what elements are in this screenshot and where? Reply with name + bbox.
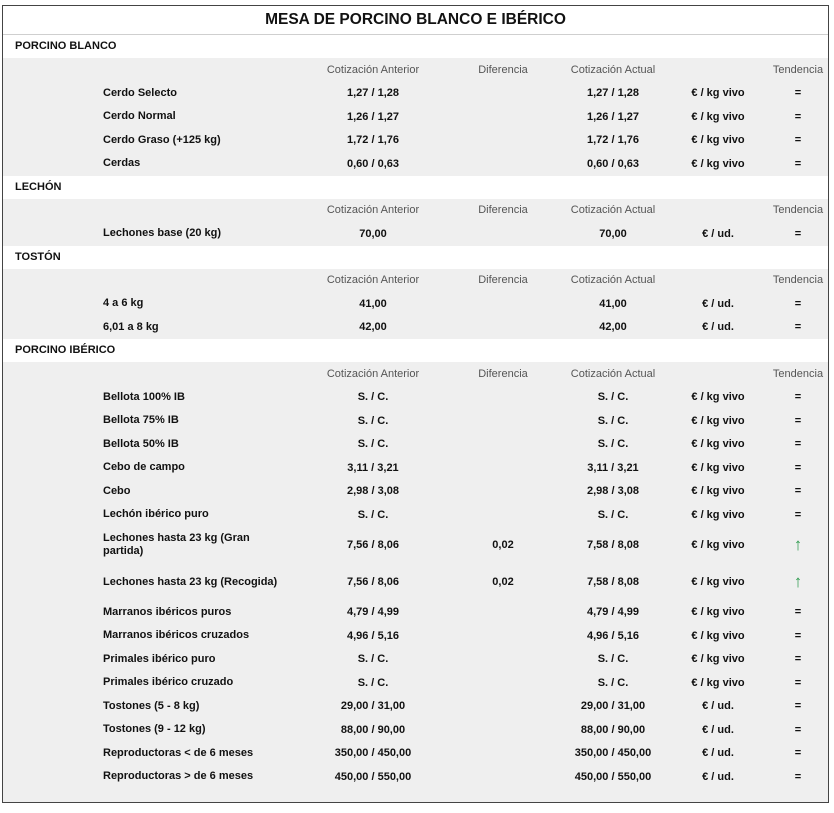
column-header-row bbox=[3, 362, 828, 386]
cell-prev: 7,56 / 8,06 bbox=[347, 539, 399, 551]
header-prev: Cotización Anterior bbox=[326, 367, 420, 380]
cell-trend: = bbox=[794, 321, 802, 334]
header-diff: Diferencia bbox=[478, 204, 528, 217]
table-row bbox=[3, 527, 828, 564]
cell-curr: 0,60 / 0,63 bbox=[587, 157, 639, 170]
cell-trend: = bbox=[794, 438, 802, 451]
cell-unit: € / kg vivo bbox=[691, 461, 745, 474]
table-row bbox=[3, 433, 828, 457]
cell-curr: S. / C. bbox=[597, 391, 629, 404]
cell-name: Lechones base (20 kg) bbox=[103, 227, 221, 240]
cell-trend: = bbox=[794, 606, 802, 619]
cell-curr: 1,27 / 1,28 bbox=[587, 87, 639, 100]
cell-prev: 41,00 bbox=[359, 297, 387, 310]
table-row bbox=[3, 82, 828, 106]
cell-unit: € / kg vivo bbox=[691, 539, 745, 551]
cell-unit: € / kg vivo bbox=[691, 576, 745, 588]
cell-curr: 2,98 / 3,08 bbox=[587, 485, 639, 498]
header-diff: Diferencia bbox=[478, 274, 528, 287]
table-row bbox=[3, 152, 828, 176]
column-header-row bbox=[3, 58, 828, 82]
cell-unit: € / kg vivo bbox=[691, 676, 745, 689]
arrow-up-icon: ↑ bbox=[793, 572, 803, 591]
header-prev: Cotización Anterior bbox=[326, 204, 420, 217]
header-trend: Tendencia bbox=[772, 367, 824, 380]
cell-curr: S. / C. bbox=[597, 414, 629, 427]
table-row bbox=[3, 671, 828, 695]
header-diff: Diferencia bbox=[478, 63, 528, 76]
cell-curr: 7,58 / 8,08 bbox=[587, 576, 639, 588]
table-row bbox=[3, 292, 828, 316]
cell-trend: = bbox=[794, 653, 802, 666]
cell-unit: € / ud. bbox=[702, 297, 734, 310]
cell-unit: € / kg vivo bbox=[691, 391, 745, 404]
table-row bbox=[3, 480, 828, 504]
cell-unit: € / kg vivo bbox=[691, 606, 745, 619]
cell-name: 6,01 a 8 kg bbox=[103, 320, 159, 333]
cell-trend: = bbox=[794, 700, 802, 713]
cell-name: Primales ibérico cruzado bbox=[103, 676, 234, 689]
price-table bbox=[2, 5, 829, 803]
cell-prev: S. / C. bbox=[357, 653, 389, 666]
cell-name: Primales ibérico puro bbox=[103, 652, 216, 665]
cell-curr: 41,00 bbox=[599, 297, 627, 310]
cell-trend: = bbox=[794, 485, 802, 498]
cell-unit: € / kg vivo bbox=[691, 629, 745, 642]
cell-prev: 88,00 / 90,00 bbox=[340, 723, 406, 736]
cell-trend: = bbox=[794, 508, 802, 521]
cell-unit: € / kg vivo bbox=[691, 157, 745, 170]
cell-prev: S. / C. bbox=[357, 508, 389, 521]
section-title: LECHÓN bbox=[3, 176, 828, 199]
cell-trend: = bbox=[794, 297, 802, 310]
cell-trend: = bbox=[794, 87, 802, 100]
page-title: MESA DE PORCINO BLANCO E IBÉRICO bbox=[3, 6, 828, 35]
cell-prev: S. / C. bbox=[357, 676, 389, 689]
table-row bbox=[3, 456, 828, 480]
cell-trend: = bbox=[794, 770, 802, 783]
table-row bbox=[3, 601, 828, 625]
table-row bbox=[3, 409, 828, 433]
cell-curr: 350,00 / 450,00 bbox=[574, 747, 652, 760]
cell-curr: 88,00 / 90,00 bbox=[580, 723, 646, 736]
cell-prev: 1,26 / 1,27 bbox=[347, 110, 399, 123]
cell-curr: 450,00 / 550,00 bbox=[574, 770, 652, 783]
cell-trend: = bbox=[794, 110, 802, 123]
cell-trend: = bbox=[794, 391, 802, 404]
table-row bbox=[3, 624, 828, 648]
header-curr: Cotización Actual bbox=[570, 204, 656, 217]
cell-curr: 4,79 / 4,99 bbox=[587, 606, 639, 619]
table-row bbox=[3, 316, 828, 340]
cell-prev: S. / C. bbox=[357, 438, 389, 451]
cell-name: Reproductoras > de 6 meses bbox=[103, 770, 254, 783]
section-title: PORCINO BLANCO bbox=[3, 35, 828, 58]
table-row bbox=[3, 695, 828, 719]
cell-unit: € / ud. bbox=[702, 227, 734, 240]
header-prev: Cotización Anterior bbox=[326, 274, 420, 287]
cell-prev: 2,98 / 3,08 bbox=[347, 485, 399, 498]
cell-prev: S. / C. bbox=[357, 414, 389, 427]
cell-trend: = bbox=[794, 227, 802, 240]
cell-unit: € / kg vivo bbox=[691, 134, 745, 147]
table-row bbox=[3, 718, 828, 742]
cell-prev: 4,96 / 5,16 bbox=[347, 629, 399, 642]
sections-container bbox=[3, 35, 828, 789]
cell-name: Cebo bbox=[103, 484, 131, 497]
cell-unit: € / kg vivo bbox=[691, 87, 745, 100]
cell-name: Marranos ibéricos cruzados bbox=[103, 629, 250, 642]
section-title: PORCINO IBÉRICO bbox=[3, 339, 828, 362]
cell-name: 4 a 6 kg bbox=[103, 297, 144, 310]
table-row bbox=[3, 564, 828, 601]
cell-trend: = bbox=[794, 676, 802, 689]
cell-name: Marranos ibéricos puros bbox=[103, 605, 232, 618]
header-prev: Cotización Anterior bbox=[326, 63, 420, 76]
cell-unit: € / kg vivo bbox=[691, 414, 745, 427]
cell-prev: 1,72 / 1,76 bbox=[347, 134, 399, 147]
table-row bbox=[3, 105, 828, 129]
cell-name: Tostones (9 - 12 kg) bbox=[103, 723, 206, 736]
cell-prev: 3,11 / 3,21 bbox=[347, 461, 399, 474]
header-curr: Cotización Actual bbox=[570, 274, 656, 287]
header-trend: Tendencia bbox=[772, 204, 824, 217]
cell-unit: € / kg vivo bbox=[691, 438, 745, 451]
cell-curr: 29,00 / 31,00 bbox=[580, 700, 646, 713]
cell-prev: 29,00 / 31,00 bbox=[340, 700, 406, 713]
cell-curr: S. / C. bbox=[597, 653, 629, 666]
cell-name: Tostones (5 - 8 kg) bbox=[103, 699, 200, 712]
cell-curr: 4,96 / 5,16 bbox=[587, 629, 639, 642]
cell-trend: = bbox=[794, 747, 802, 760]
section-title: TOSTÓN bbox=[3, 246, 828, 269]
cell-name: Lechón ibérico puro bbox=[103, 508, 209, 521]
header-diff: Diferencia bbox=[478, 367, 528, 380]
cell-prev: 42,00 bbox=[359, 321, 387, 334]
cell-name: Bellota 100% IB bbox=[103, 390, 185, 403]
cell-unit: € / kg vivo bbox=[691, 653, 745, 666]
cell-name: Cebo de campo bbox=[103, 461, 185, 474]
cell-prev: 1,27 / 1,28 bbox=[347, 87, 399, 100]
cell-unit: € / kg vivo bbox=[691, 485, 745, 498]
header-curr: Cotización Actual bbox=[570, 63, 656, 76]
cell-curr: S. / C. bbox=[597, 438, 629, 451]
cell-unit: € / kg vivo bbox=[691, 110, 745, 123]
table-row bbox=[3, 129, 828, 153]
arrow-up-icon: ↑ bbox=[793, 535, 803, 554]
cell-unit: € / ud. bbox=[702, 747, 734, 760]
cell-curr: 42,00 bbox=[599, 321, 627, 334]
table-row bbox=[3, 503, 828, 527]
cell-trend: = bbox=[794, 461, 802, 474]
cell-trend: = bbox=[794, 157, 802, 170]
cell-curr: 1,26 / 1,27 bbox=[587, 110, 639, 123]
trend-up-arrow-icon bbox=[743, 527, 834, 564]
cell-prev: 450,00 / 550,00 bbox=[334, 770, 412, 783]
cell-curr: 1,72 / 1,76 bbox=[587, 134, 639, 147]
cell-name: Bellota 75% IB bbox=[103, 414, 179, 427]
cell-name: Lechones hasta 23 kg (Recogida) bbox=[103, 575, 278, 588]
cell-trend: = bbox=[794, 414, 802, 427]
cell-unit: € / ud. bbox=[702, 700, 734, 713]
cell-name: Cerdo Graso (+125 kg) bbox=[103, 133, 221, 146]
header-curr: Cotización Actual bbox=[570, 367, 656, 380]
cell-diff: 0,02 bbox=[492, 539, 514, 551]
trend-up-arrow-icon bbox=[743, 564, 834, 601]
cell-curr: S. / C. bbox=[597, 508, 629, 521]
cell-prev: 4,79 / 4,99 bbox=[347, 606, 399, 619]
table-row bbox=[3, 765, 828, 789]
cell-prev: 0,60 / 0,63 bbox=[347, 157, 399, 170]
cell-name: Cerdo Selecto bbox=[103, 86, 177, 99]
cell-trend: = bbox=[794, 723, 802, 736]
cell-curr: 70,00 bbox=[599, 227, 627, 240]
header-trend: Tendencia bbox=[772, 63, 824, 76]
table-row bbox=[3, 386, 828, 410]
cell-name: Lechones hasta 23 kg (Gran partida) bbox=[103, 532, 250, 557]
cell-name: Reproductoras < de 6 meses bbox=[103, 746, 254, 759]
cell-prev: 350,00 / 450,00 bbox=[334, 747, 412, 760]
cell-prev: S. / C. bbox=[357, 391, 389, 404]
table-row bbox=[3, 222, 828, 246]
cell-curr: 3,11 / 3,21 bbox=[587, 461, 639, 474]
cell-prev: 70,00 bbox=[359, 227, 387, 240]
column-header-row bbox=[3, 269, 828, 293]
cell-name: Bellota 50% IB bbox=[103, 437, 179, 450]
table-row bbox=[3, 648, 828, 672]
column-header-row bbox=[3, 199, 828, 223]
header-trend: Tendencia bbox=[772, 274, 824, 287]
cell-unit: € / kg vivo bbox=[691, 508, 745, 521]
cell-curr: S. / C. bbox=[597, 676, 629, 689]
cell-unit: € / ud. bbox=[702, 723, 734, 736]
cell-name: Cerdas bbox=[103, 157, 141, 170]
cell-trend: = bbox=[794, 134, 802, 147]
cell-unit: € / ud. bbox=[702, 321, 734, 334]
table-row bbox=[3, 742, 828, 766]
cell-trend: = bbox=[794, 629, 802, 642]
cell-unit: € / ud. bbox=[702, 770, 734, 783]
cell-curr: 7,58 / 8,08 bbox=[587, 539, 639, 551]
cell-name: Cerdo Normal bbox=[103, 110, 176, 123]
cell-prev: 7,56 / 8,06 bbox=[347, 576, 399, 588]
cell-diff: 0,02 bbox=[492, 576, 514, 588]
